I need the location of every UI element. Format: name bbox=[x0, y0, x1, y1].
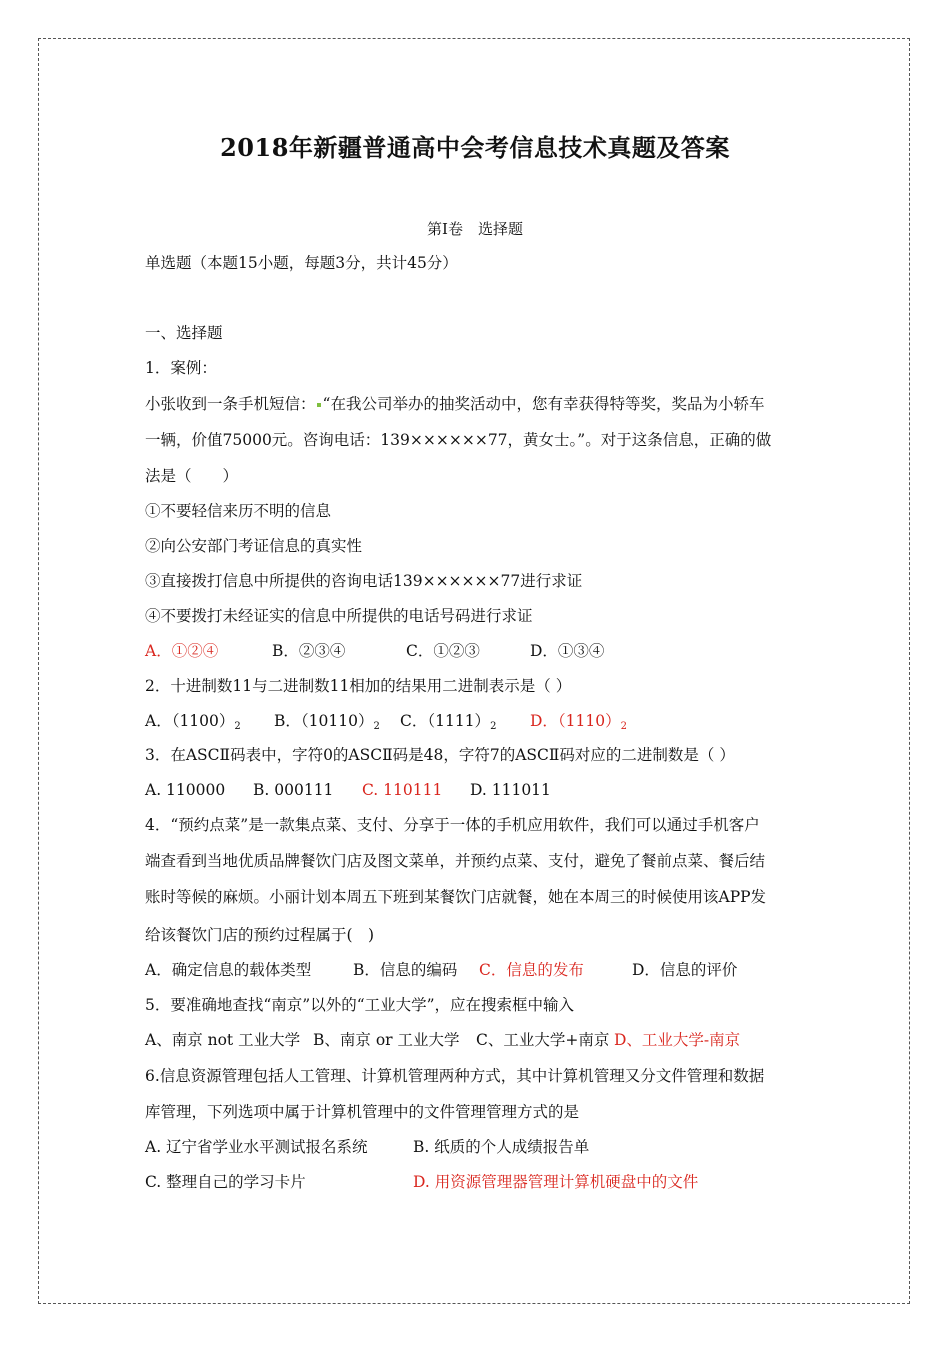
q2-option-b-sub: 2 bbox=[373, 721, 380, 732]
section-heading: 第Ⅰ卷 选择题 bbox=[427, 220, 523, 238]
q4-stem-line-2: 端查看到当地优质品牌餐饮门店及图文菜单，并预约点菜、支付，避免了餐前点菜、餐后结 bbox=[145, 852, 766, 870]
q1-option-c: C．①②③ bbox=[406, 642, 480, 660]
q2-option-a-sub: 2 bbox=[234, 721, 241, 732]
q6-stem-line-1: 6.信息资源管理包括人工管理、计算机管理两种方式，其中计算机管理又分文件管理和数据 bbox=[145, 1067, 765, 1085]
q5-option-c: C、工业大学+南京 bbox=[476, 1031, 610, 1049]
q1-option-b: B．②③④ bbox=[272, 642, 346, 660]
q2-option-c-text: C．（1111） bbox=[400, 712, 491, 730]
document-title: 2018年新疆普通高中会考信息技术真题及答案 bbox=[220, 133, 730, 162]
q2-option-d-text: D．（1110） bbox=[530, 712, 621, 730]
q1-item: ④不要拨打未经证实的信息中所提供的电话号码进行求证 bbox=[145, 607, 533, 625]
q2-stem: 2．十进制数11与二进制数11相加的结果用二进制表示是（ ） bbox=[145, 677, 572, 695]
instruction: 单选题（本题15小题，每题3分，共计45分） bbox=[145, 254, 458, 272]
q6-option-c: C. 整理自己的学习卡片 bbox=[145, 1173, 306, 1191]
q3-option-a: A. 110000 bbox=[145, 781, 226, 799]
q6-option-a: A. 辽宁省学业水平测试报名系统 bbox=[145, 1138, 368, 1156]
q4-option-b: B．信息的编码 bbox=[353, 961, 458, 979]
q3-option-c: C. 110111 bbox=[362, 781, 443, 799]
q1-option-d: D．①③④ bbox=[530, 642, 605, 660]
q6-option-d: D. 用资源管理器管理计算机硬盘中的文件 bbox=[413, 1173, 699, 1191]
q4-option-a: A．确定信息的载体类型 bbox=[145, 961, 312, 979]
q4-stem-line-1: 4．“预约点菜”是一款集点菜、支付、分享于一体的手机应用软件，我们可以通过手机客户 bbox=[145, 816, 760, 834]
marker-dot bbox=[317, 403, 321, 407]
q2-option-c-sub: 2 bbox=[490, 721, 497, 732]
part-heading: 一、选择题 bbox=[145, 324, 223, 342]
q5-option-a: A、南京 not 工业大学 bbox=[145, 1031, 301, 1049]
q1-body-line-2: 一辆，价值75000元。咨询电话：139××××××77，黄女士。”。对于这条信息，正确的做 bbox=[145, 431, 772, 449]
q1-body-line-3: 法是（ ） bbox=[145, 467, 239, 485]
q1-item: ③直接拨打信息中所提供的咨询电话139××××××77进行求证 bbox=[145, 572, 583, 590]
q1-option-a: A．①②④ bbox=[145, 642, 219, 660]
q4-option-c: C．信息的发布 bbox=[479, 961, 584, 979]
q1-body-1b: “在我公司举办的抽奖活动中，您有幸获得特等奖，奖品为小轿车 bbox=[322, 395, 765, 413]
q2-option-c bbox=[400, 711, 496, 737]
q1-header: 1．案例： bbox=[145, 359, 217, 377]
q2-option-b bbox=[274, 711, 380, 737]
q2-option-b-text: B．（10110） bbox=[274, 712, 374, 730]
q3-stem: 3．在ASCⅡ码表中，字符0的ASCⅡ码是48，字符7的ASCⅡ码对应的二进制数是（ ） bbox=[145, 746, 735, 764]
q1-body-1a: 小张收到一条手机短信： bbox=[145, 395, 316, 413]
q2-option-a-text: A．（1100） bbox=[145, 712, 235, 730]
q4-stem-line-3: 账时等候的麻烦。小丽计划本周五下班到某餐饮门店就餐，她在本周三的时候使用该APP发 bbox=[145, 888, 767, 906]
q2-option-a bbox=[145, 711, 241, 737]
q3-option-b: B. 000111 bbox=[253, 781, 334, 799]
q6-option-b: B. 纸质的个人成绩报告单 bbox=[413, 1138, 590, 1156]
q2-option-d-sub: 2 bbox=[620, 721, 627, 732]
q2-option-d bbox=[530, 711, 627, 737]
q1-body-line-1 bbox=[145, 394, 764, 414]
q5-stem: 5．要准确地查找“南京”以外的“工业大学”，应在搜索框中输入 bbox=[145, 996, 575, 1014]
q1-item: ②向公安部门考证信息的真实性 bbox=[145, 537, 363, 555]
q1-item: ①不要轻信来历不明的信息 bbox=[145, 502, 332, 520]
q4-stem-line-4: 给该餐饮门店的预约过程属于( ) bbox=[145, 926, 375, 944]
q3-option-d: D. 111011 bbox=[470, 781, 551, 799]
q6-stem-line-2: 库管理，下列选项中属于计算机管理中的文件管理管理方式的是 bbox=[145, 1103, 580, 1121]
q4-option-d: D．信息的评价 bbox=[632, 961, 738, 979]
q5-option-d: D、工业大学-南京 bbox=[614, 1031, 741, 1049]
q5-option-b: B、南京 or 工业大学 bbox=[313, 1031, 460, 1049]
